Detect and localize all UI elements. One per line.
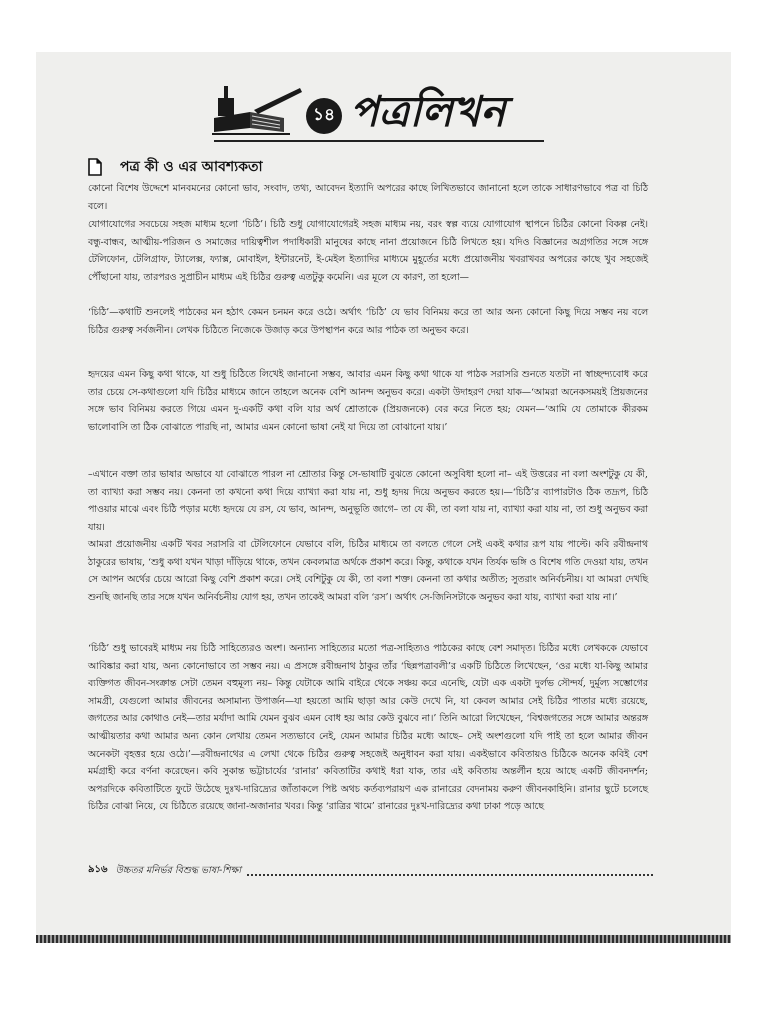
paragraph-importance: যোগাযোগের সবচেয়ে সহজ মাধ্যম হলো ‘চিঠি’। চিঠি শুধু যোগাযোগেরই সহজ মাধ্যম নয়, বরং স্বল্প ব্যয়ে যোগাযোগ স্থাপনে চিঠির কোনো বিকল্প নেই। বন্ধু-বান্ধব, আত্মীয়-পরিজন ও সমাজের দায়িত্বশীল পদাধিকারী মানুষের কাছে নানা প্রয়োজনে চিঠি লিখতে হয়। যদিও বিজ্ঞানের অগ্রগতির সঙ্গে সঙ্গে টেলিফোন, টেলিগ্রাফ, ট্যালেক্স, ফ্যাক্স, মোবাইল, ইন্টারনেট, ই-মেইল ইত্যাদির মাধ্যমে মুহূর্তের মধ্যে প্রয়োজনীয় খবরাখবর অপরের কাছে খুব সহজেই পৌঁছানো যায়, তারপরও সুপ্রাচীন মাধ্যম এই চিঠির গুরুত্ব এতটুকু কমেনি। এর মূলে যে কারণ, তা হলো— xyxy=(88,219,648,283)
page-footer xyxy=(88,861,653,879)
pen-book-inkpot-icon xyxy=(210,84,306,138)
paragraph-rabindranath-quote: আমরা প্রয়োজনীয় একটি খবর সরাসরি বা টেলিফোনে যেভাবে বলি, চিঠির মাধ্যমে তা বলতে গেলে সেই একই কথার রূপ যায় পাল্টে। কবি রবীন্দ্রনাথ ঠাকুরের ভাষায়, ‘শুধু কথা যখন খাড়া দাঁড়িয়ে থাকে, তখন কেবলমাত্র অর্থকে প্রকাশ করে। কিন্তু, কথাকে যখন তির্যক ভঙ্গি ও বিশেষ গতি দেওয়া যায়, তখন সে আপন অর্থের চেয়ে আরো কিছু বেশি প্রকাশ করে। সেই বেশিটুকু যে কী, তা বলা শক্ত। কেননা তা কথার অতীত; সুতরাং অনির্বচনীয়। যা আমরা দেখছি শুনছি জানছি তার সঙ্গে যখন অনির্বচনীয় যোগ হয়, তখন তাকেই আমরা বলি ‘রস’। অর্থাৎ সে-জিনিসটাকে অনুভব করা যায়, ব্যাখ্যা করা যায় না।’ xyxy=(88,539,648,603)
chapter-header xyxy=(210,78,570,148)
header-rule xyxy=(214,140,544,142)
document-icon xyxy=(88,158,102,176)
paragraph-feeling: ‘চিঠি’—কথাটি শুনলেই পাঠকের মন হঠাৎ কেমন চনমন করে ওঠে। অর্থাৎ ‘চিঠি’ যে ভাব বিনিময় করে তা আর অন্য কোনো কিছু দিয়ে সম্ভব নয় বলে চিঠির গুরুত্ব সর্বজনীন। লেখক চিঠিতে নিজেকে উজাড় করে উপস্থাপন করে আর পাঠক তা অনুভব করে। xyxy=(88,307,648,336)
section-title: পত্র কী ও এর আবশ্যকতা xyxy=(120,159,263,175)
paragraph-definition: কোনো বিশেষ উদ্দেশে মানবমনের কোনো ভাব, সংবাদ, তথ্য, আবেদন ইত্যাদি অপরের কাছে লিখিতভাবে জানানো হলে তাকে সাধারণভাবে পত্র বা চিঠি বলে। xyxy=(88,183,648,212)
running-head: উচ্চতর মনির্ভর বিশুদ্ধ ভাষা-শিক্ষা xyxy=(115,865,242,876)
chapter-title: পত্রলিখন xyxy=(350,87,506,136)
paragraph-unspoken: –এখানে বক্তা তার ভাষার অভাবে যা বোঝাতে পারল না শ্রোতার কিন্তু সে-ভাষাটি বুঝতে কোনো অসুবিধা হলো না– এই উত্তরের না বলা অংশটুকু যে কী, তা ব্যাখ্যা করা সম্ভব নয়। কেননা তা কখনো কথা দিয়ে ব্যাখ্যা করা যায় না, শুধু হৃদয় দিয়ে অনুভব করতে হয়।—‘চিঠি’র ব্যাপারটাও ঠিক তদ্রূপ, চিঠি পাওয়ার মাঝে এবং চিঠি পড়ার মধ্যে হৃদয়ে যে রস, যে ভাব, আনন্দ, অনুভূতি জাগে– তা যে কী, তা বলা যায় না, ব্যাখ্যা করা যায় না, তা শুধু অনুভব করা যায়। xyxy=(88,469,648,533)
footer-dotted-rule xyxy=(247,874,653,876)
paragraph-letter-literature: ‘চিঠি’ শুধু ভাবেরই মাধ্যম নয় চিঠি সাহিত্যেরও অংশ। অন্যান্য সাহিত্যের মতো পত্র-সাহিত্যও পাঠকের কাছে বেশ সমাদৃত। চিঠির মধ্যে লেখককে যেভাবে আবিষ্কার করা যায়, অন্য কোনোভাবে তা সম্ভব নয়। এ প্রসঙ্গে রবীন্দ্রনাথ ঠাকুর তাঁর ‘ছিন্নপত্রাবলী’র একটি চিঠিতে লিখেছেন, ‘ওর মধ্যে যা-কিছু আমার ব্যক্তিগত জীবন-সংক্রান্ত সেটা তেমন বহুমূল্য নয়– কিন্তু যেটাকে আমি বাইরে থেকে সঞ্চয় করে এনেছি, যেটা এক একটা দুর্লভ সৌন্দর্য, দুর্মূল্য সম্ভোগের সামগ্রী, যেগুলো আমার জীবনের অসামান্য উপার্জন—যা হয়তো আমি ছাড়া আর কেউ দেখে নি, যা কেবল আমার সেই চিঠির পাতার মধ্যে রয়েছে, জগতের আর কোথাও নেই—তার মর্যাদা আমি যেমন বুঝব এমন বোধ হয় আর কেউ বুঝবে না।’ তিনি আরো লিখেছেন, ‘বিশ্বজগতের সঙ্গে আমার অন্তরঙ্গ আত্মীয়তার কথা আমার অন্য কোন লেখায় তেমন সত্যভাবে নেই, যেমন আমার চিঠির মধ্যে আছে– সেই অংশগুলো যদি পাই তা হলে আমার জীবন অনেকটা বৃহত্তর হয়ে ওঠে।’—রবীন্দ্রনাথের এ লেখা থেকে চিঠির গুরুত্ব সহজেই অনুধাবন করা যায়। একইভাবে কবিতায়ও চিঠিকে অনেক কবিই বেশ মর্মগ্রাহী করে বর্ণনা করেছেন। কবি সুকান্ত ভট্টাচার্যের ‘রানার’ কবিতাটির কথাই ধরা যাক, তার এই কবিতায় অন্তর্লীন হয়ে আছে একটি জীবনদর্শন; অপরদিকে কবিতাটিতে ফুটে উঠেছে দুঃখ-দারিদ্র্যের জাঁতাকলে পিষ্ট অথচ কর্তব্যপরায়ণ এক রানারের বেদনাময় করুণ জীবনকাহিনি। রানার ছুটে চলেছে চিঠির বোঝা নিয়ে, যে চিঠিতে রয়েছে জানা-অজানার খবর। কিন্তু ‘রাত্রির খামে’ রানারের দুঃখ-দারিদ্র্যের কথা ঢাকা পড়ে আছে xyxy=(88,643,648,813)
chapter-number-badge: ১৪ xyxy=(306,98,342,134)
section-heading xyxy=(88,156,648,178)
paragraph-heart-words: হৃদয়ের এমন কিছু কথা থাকে, যা শুধু চিঠিতে লিখেই জানানো সম্ভব, আবার এমন কিছু কথা থাকে যা পাঠক সরাসরি শুনতে যতটা না স্বাচ্ছন্দ্যবোধ করে তার চেয়ে সে-কথাগুলো যদি চিঠির মাধ্যমে জানে তাহলে অনেক বেশি আনন্দ অনুভব করে। একটা উদাহরণ দেয়া যাক—‘আমরা অনেকসময়ই প্রিয়জনের সঙ্গে ভাব বিনিময় করতে গিয়ে এমন দু-একটি কথা বলি যার অর্থ শ্রোতাকে (প্রিয়জনকে) বের করে নিতে হয়; যেমন—‘আমি যে তোমাকে কীরকম ভালোবাসি তা ঠিক বোঝাতে পারছি না, আমার এমন কোনো ভাষা নেই যা দিয়ে তা বোঝানো যায়।’ xyxy=(88,369,648,433)
page-number: ৯১৬ xyxy=(88,864,108,875)
